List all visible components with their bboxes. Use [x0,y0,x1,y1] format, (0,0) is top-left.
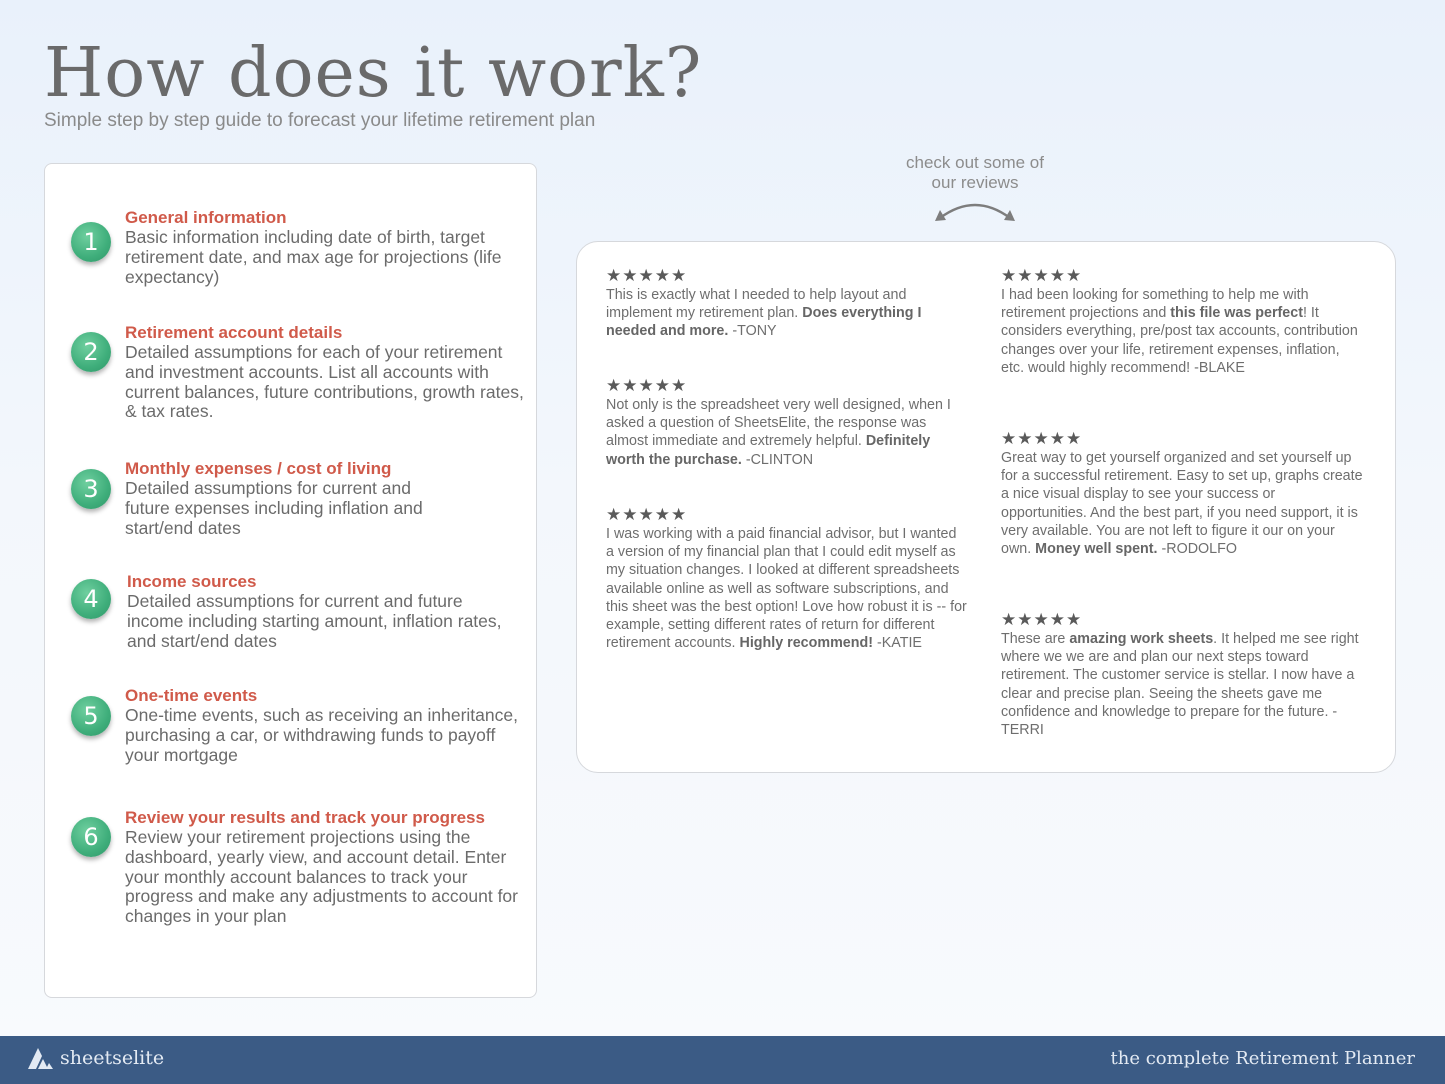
review-text: These are amazing work sheets. It helped me see right where we we are and plan our next steps toward retirement. The customer service is stellar. I now have a clear and precise plan. Seeing the sheets gave me confidence and knowledge to prepare for the future. -TERRI [1001,631,1359,739]
review-text: Not only is the spreadsheet very well designed, when I asked a question of SheetsElite, the response was almost immediate and extremely helpful. Definitely worth the purchase. -CLINTON [606,397,951,468]
steps-card [44,163,537,998]
review-text: This is exactly what I needed to help layout and implement my retirement plan. Does everything I needed and more. -TONY [606,287,922,340]
review-text: Great way to get yourself organized and set yourself up for a successful retirement. Easy to set up, graphs create a nice visual display to see your success or opportunities. And the best part, if you need support, it is very available. You are not left to figure it our on your own. Money well spent. -RODOLFO [1001,450,1363,558]
review-item [1001,430,1363,558]
step-number-badge: 2 [71,332,111,372]
step-description: One-time events, such as receiving an inheritance, purchasing a car, or withdrawing funds to payoff your mortgage [125,705,518,765]
review-item [606,267,968,341]
review-item [606,506,968,652]
step-description: Detailed assumptions for current and future income including starting amount, inflation rates, and start/end dates [127,591,502,651]
brand-name: sheetselite [60,1047,165,1069]
footer-bar [0,1036,1445,1084]
review-item [1001,611,1363,739]
step-description: Detailed assumptions for current and future expenses including inflation and start/end dates [125,478,423,538]
step-number-badge: 6 [71,817,111,857]
step-title: General information [125,208,287,227]
star-rating-icon: ★★★★★ [606,376,688,395]
step-title: Income sources [127,572,257,591]
review-text: I had been looking for something to help me with retirement projections and this file was perfect! It considers everything, pre/post tax accounts, contribution changes over your life, retirement expenses, inflation, etc. would highly recommend! -BLAKE [1001,287,1358,376]
step-title: Review your results and track your progress [125,808,485,827]
step-title: Retirement account details [125,323,343,342]
step-title: Monthly expenses / cost of living [125,459,392,478]
star-rating-icon: ★★★★★ [1001,266,1083,285]
step-description: Review your retirement projections using the dashboard, yearly view, and account detail. Enter your monthly account balances to track your progress and make any adjustments to account for changes in your plan [125,827,518,927]
reviews-header [875,153,1075,193]
step-title: One-time events [125,686,258,705]
page-title: How does it work? [44,34,703,113]
star-rating-icon: ★★★★★ [606,266,688,285]
brand-logo[interactable] [26,1046,164,1070]
step-number-badge: 1 [71,222,111,262]
sheetselite-logo-icon [26,1046,54,1070]
double-arrow-icon [932,196,1018,226]
review-item [606,377,968,469]
product-name: the complete Retirement Planner [1110,1048,1415,1069]
star-rating-icon: ★★★★★ [606,505,688,524]
reviews-header-line2: our reviews [931,173,1019,192]
reviews-header-line1: check out some of [906,153,1044,172]
step-number-badge: 4 [71,579,111,619]
step-description: Detailed assumptions for each of your retirement and investment accounts. List all accounts with current balances, future contributions, growth rates, & tax rates. [125,342,524,422]
reviews-card [576,241,1396,773]
page-subtitle: Simple step by step guide to forecast your lifetime retirement plan [44,110,596,131]
review-item [1001,267,1363,377]
step-number-badge: 3 [71,469,111,509]
review-text: I was working with a paid financial advisor, but I wanted a version of my financial plan that I could edit myself as my situation changes. I looked at different spreadsheets available online as well as software subscriptions, and this sheet was the best option! Love how robust it is -- for example, setting different rates of return for different retirement accounts. Highly recommend! -KATIE [606,526,967,652]
step-number-badge: 5 [71,696,111,736]
star-rating-icon: ★★★★★ [1001,610,1083,629]
star-rating-icon: ★★★★★ [1001,429,1083,448]
step-description: Basic information including date of birth, target retirement date, and max age for projections (life expectancy) [125,227,502,287]
